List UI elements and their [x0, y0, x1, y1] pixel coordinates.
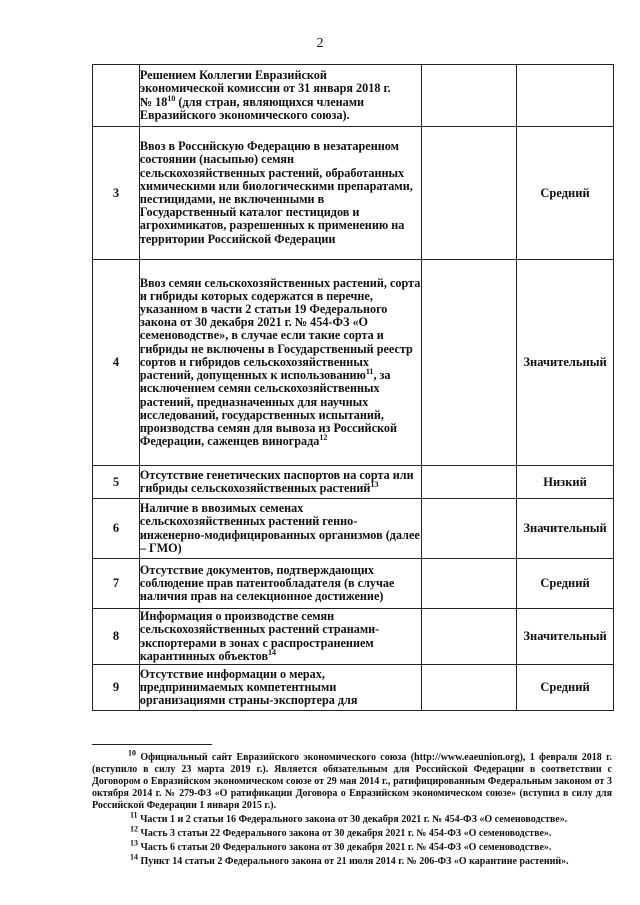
footnote-text: Часть 3 статьи 22 Федерального закона от 30 декабря 2021 г. № 454-ФЗ «О семеноводстве».	[140, 828, 552, 839]
empty-cell	[422, 466, 517, 499]
risk-level: Средний	[517, 127, 614, 260]
row-number: 5	[93, 466, 140, 499]
footnote-ref[interactable]: 11	[365, 367, 374, 377]
footnote-mark: 12	[130, 824, 138, 834]
footnote-mark: 10	[128, 748, 136, 758]
footnote-text: Части 1 и 2 статьи 16 Федерального закона от 30 декабря 2021 г. № 454-ФЗ «О семеноводстве».	[140, 814, 568, 825]
risk-level	[517, 65, 614, 127]
row-text-line: экономической комиссии от 31 января 2018 г.	[139, 81, 391, 96]
footnote-text: Официальный сайт Евразийского экономического союза (http://www.eaeunion.org), 1 февраля 2018 г. (вступило в силу 23 марта 2019 г.). Является обязательным для Российской Федерации в соответствии с Договором о Евразийском экономическом союзе от 29 мая 2014 г., ратифицированным Федеральным законом от 3 октября 2014 г. № 279-ФЗ «О ратификации Договора о Евразийском экономическом союзе» (вступил в силу для Российской Федерации 1 января 2015 г.).	[92, 752, 612, 811]
risk-level: Значительный	[517, 609, 614, 665]
empty-cell	[422, 260, 517, 466]
row-text-line: Решением Коллегии Евразийской	[139, 68, 327, 83]
table-row	[93, 609, 614, 665]
row-number: 3	[93, 127, 140, 260]
row-text-part: Отсутствие генетических паспортов на сорта или гибриды сельскохозяйственных растений	[139, 467, 414, 495]
row-number: 9	[93, 665, 140, 711]
footnote-mark: 13	[130, 838, 138, 848]
footnote-divider	[92, 744, 212, 745]
footnote-item	[92, 810, 612, 826]
footnote-ref[interactable]: 13	[370, 479, 379, 489]
row-description	[139, 466, 421, 499]
risk-level: Значительный	[517, 499, 614, 559]
row-number: 8	[93, 609, 140, 665]
page-number: 2	[316, 36, 324, 51]
empty-cell	[422, 499, 517, 559]
row-text-part: , за исключением семян сельскохозяйственных растений, предназначенных для научных исследований, государственных испытаний, производства семян для вывоза из Российской Федерации, саженцев винограда	[139, 368, 397, 449]
row-description: Отсутствие информации о мерах, предпринимаемых компетентными организациями страны-экспортера для	[139, 665, 421, 711]
footnotes	[92, 748, 612, 870]
footnote-ref[interactable]: 12	[319, 433, 328, 443]
row-number: 4	[93, 260, 140, 466]
row-text-line: (для стран, являющихся членами Евразийского экономического союза).	[139, 94, 365, 122]
footnote-item	[92, 824, 612, 840]
risk-level: Значительный	[517, 260, 614, 466]
row-number	[93, 65, 140, 127]
row-description: Ввоз в Российскую Федерацию в незатаренном состоянии (насыпью) семян сельскохозяйственных растений, обработанных химическими или биологическими препаратами, пестицидами, не включенными в Государственный каталог пестицидов и агрохимикатов, разрешенных к применению на территории Российской Федерации	[139, 127, 421, 260]
row-description: Отсутствие документов, подтверждающих соблюдение прав патентообладателя (в случае наличия прав на селекционное достижение)	[139, 559, 421, 609]
row-text-part: Информация о производстве семян сельскохозяйственных растений странами-экспортерами в зонах с распространением карантинных объектов	[139, 609, 380, 663]
row-text-part: Ввоз семян сельскохозяйственных растений, сорта и гибриды которых содержатся в перечне, указанном в части 2 статьи 19 Федерального закона от 30 декабря 2021 г. № 454-ФЗ «О семеноводстве», в случае если такие сорта и гибриды не включены в Государственный реестр сортов и гибридов сельскохозяйственных растений, допущенных к использованию	[139, 275, 421, 383]
risk-level: Средний	[517, 559, 614, 609]
risk-level: Низкий	[517, 466, 614, 499]
row-text-line: № 18	[139, 94, 168, 109]
table-row	[93, 260, 614, 466]
footnote-item	[92, 838, 612, 854]
row-number: 7	[93, 559, 140, 609]
row-number: 6	[93, 499, 140, 559]
empty-cell	[422, 127, 517, 260]
row-description	[139, 65, 421, 127]
risk-indicators-table	[92, 64, 614, 711]
footnote-ref[interactable]: 14	[268, 647, 277, 657]
footnote-mark: 11	[130, 810, 138, 820]
footnote-item	[92, 852, 612, 868]
table-row	[93, 665, 614, 711]
footnote-ref[interactable]: 10	[167, 93, 176, 103]
table-row	[93, 65, 614, 127]
empty-cell	[422, 559, 517, 609]
table-row	[93, 466, 614, 499]
row-description: Наличие в ввозимых семенах сельскохозяйственных растений генно-инженерно-модифицированных организмов (далее – ГМО)	[139, 499, 421, 559]
table-row	[93, 499, 614, 559]
empty-cell	[422, 665, 517, 711]
empty-cell	[422, 609, 517, 665]
risk-level: Средний	[517, 665, 614, 711]
table-row	[93, 559, 614, 609]
row-description	[139, 260, 421, 466]
footnote-text: Пункт 14 статьи 2 Федерального закона от 21 июля 2014 г. № 206-ФЗ «О карантине растений».	[140, 856, 569, 867]
table-row	[93, 127, 614, 260]
footnote-mark: 14	[130, 852, 138, 862]
row-description	[139, 609, 421, 665]
footnote-item	[92, 748, 612, 812]
empty-cell	[422, 65, 517, 127]
footnote-text: Часть 6 статьи 20 Федерального закона от 30 декабря 2021 г. № 454-ФЗ «О семеноводстве».	[140, 842, 552, 853]
